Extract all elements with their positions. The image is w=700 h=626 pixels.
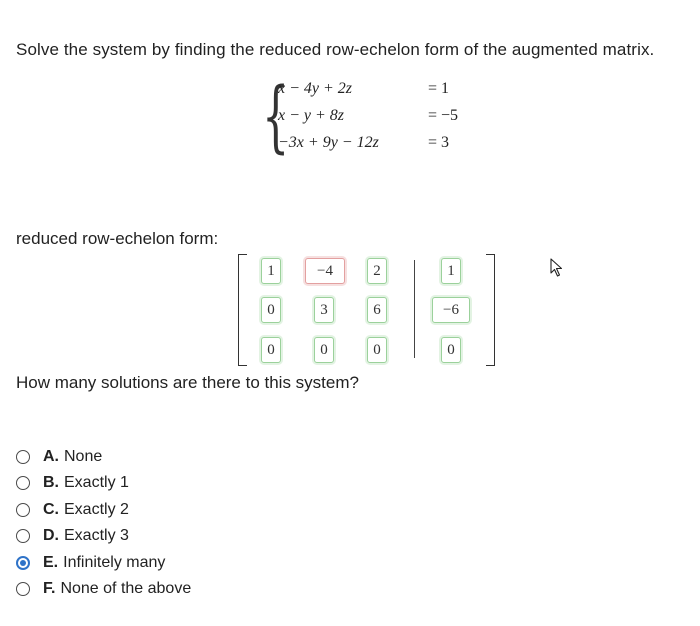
augment-divider (414, 260, 415, 358)
matrix-left-bracket (238, 254, 247, 366)
equation-3-rhs: = 3 (428, 134, 450, 151)
problem-prompt: Solve the system by finding the reduced row-echelon form of the augmented matrix. (16, 40, 655, 59)
equation-system (262, 72, 482, 162)
rref-label: reduced row-echelon form: (16, 229, 219, 248)
option-c[interactable] (16, 499, 129, 521)
option-d[interactable] (16, 525, 129, 547)
matrix-cell-r1-c3[interactable]: 2 (367, 258, 387, 284)
radio-f[interactable] (16, 582, 30, 596)
equation-1-rhs: = 1 (428, 80, 450, 97)
radio-d[interactable] (16, 529, 30, 543)
option-f-letter: F. (43, 580, 56, 597)
option-f-text: None of the above (60, 580, 192, 597)
matrix-cell-r1-c2[interactable]: −4 (305, 258, 345, 284)
radio-e-selected[interactable] (16, 556, 30, 570)
mouse-cursor-icon (549, 258, 565, 278)
option-d-text: Exactly 3 (64, 527, 129, 544)
matrix-cell-r2-c2[interactable]: 3 (314, 297, 334, 323)
option-a-text: None (64, 448, 103, 465)
option-a-letter: A. (43, 448, 59, 465)
option-f[interactable] (16, 578, 191, 600)
left-brace: { (262, 72, 290, 162)
option-c-letter: C. (43, 501, 59, 518)
matrix-cell-r3-c1[interactable]: 0 (261, 337, 281, 363)
radio-a[interactable] (16, 450, 30, 464)
radio-c[interactable] (16, 503, 30, 517)
option-d-letter: D. (43, 527, 59, 544)
option-b[interactable] (16, 472, 129, 494)
radio-b[interactable] (16, 476, 30, 490)
matrix-cell-r3-c2[interactable]: 0 (314, 337, 334, 363)
matrix-cell-r2-c1[interactable]: 0 (261, 297, 281, 323)
option-b-letter: B. (43, 474, 59, 491)
option-e[interactable] (16, 552, 165, 574)
option-e-text: Infinitely many (63, 554, 166, 571)
augmented-matrix (234, 248, 504, 368)
option-b-text: Exactly 1 (64, 474, 129, 491)
matrix-cell-r3-c4[interactable]: 0 (441, 337, 461, 363)
matrix-cell-r3-c3[interactable]: 0 (367, 337, 387, 363)
equation-2-rhs: = −5 (428, 107, 459, 124)
option-c-text: Exactly 2 (64, 501, 129, 518)
equation-1-lhs: x − 4y + 2z (278, 80, 353, 97)
equation-2-lhs: x − y + 8z (278, 107, 345, 124)
matrix-cell-r2-c3[interactable]: 6 (367, 297, 387, 323)
option-e-letter: E. (43, 554, 59, 571)
matrix-cell-r1-c4[interactable]: 1 (441, 258, 461, 284)
matrix-cell-r1-c1[interactable]: 1 (261, 258, 281, 284)
matrix-right-bracket (486, 254, 495, 366)
option-a[interactable] (16, 446, 102, 468)
equation-3-lhs: −3x + 9y − 12z (278, 134, 379, 151)
matrix-cell-r2-c4[interactable]: −6 (432, 297, 470, 323)
question-text: How many solutions are there to this system? (16, 373, 359, 392)
